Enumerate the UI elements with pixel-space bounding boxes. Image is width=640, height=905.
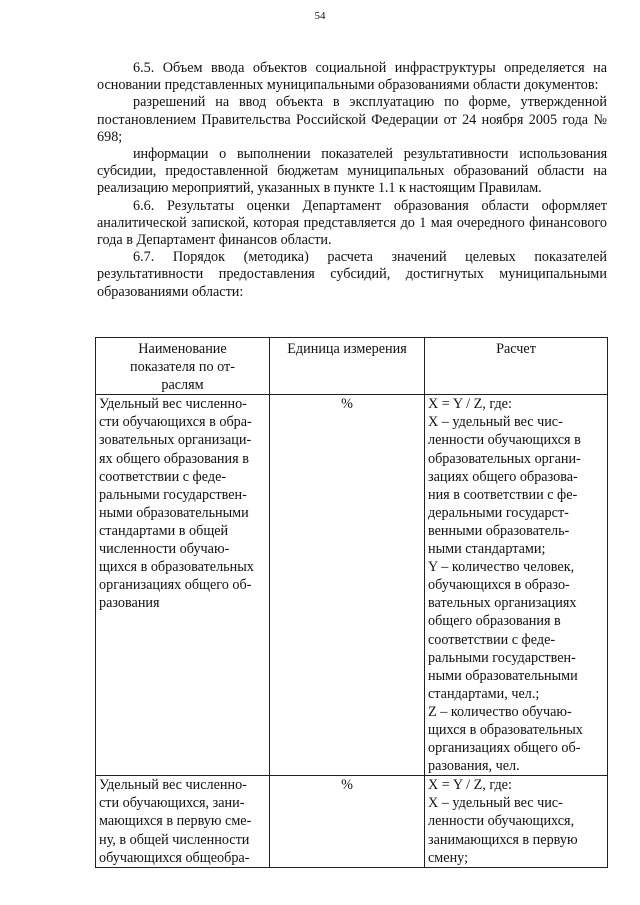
- cell-line: образовательных органи-: [428, 450, 581, 467]
- header-calculation: Расчет: [425, 338, 608, 395]
- cell-line: ными стандартами;: [428, 541, 546, 558]
- cell-line: сти обучающихся в обра-: [99, 414, 252, 431]
- cell-line: ными образовательными: [99, 504, 249, 521]
- calculation-cell: [425, 776, 608, 867]
- indicator-name-cell: [96, 395, 270, 776]
- cell-line: ленности обучающихся в: [428, 432, 581, 449]
- cell-line: щихся в образовательных: [428, 721, 583, 738]
- paragraph-6-5: 6.5. Объем ввода объектов социальной инфраструктуры определяется на основании представленных муниципальными образованиями области документов:: [97, 60, 607, 94]
- cell-line: X = Y / Z, где:: [428, 396, 512, 413]
- paragraph-6-6: 6.6. Результаты оценки Департамент образования области оформляет аналитической запиской, которая представляется до 1 мая очередного финансового года в Департамент финансов области.: [97, 197, 607, 249]
- header-name-line: Наименование: [138, 341, 227, 357]
- cell-line: деральными государст-: [428, 504, 569, 521]
- body-text: [97, 60, 607, 301]
- table-row: [96, 776, 608, 867]
- cell-line: Удельный вес численно-: [99, 396, 247, 413]
- cell-line: соответствии с феде-: [99, 468, 227, 485]
- cell-line: Удельный вес численно-: [99, 777, 247, 794]
- header-name-line: раслям: [161, 377, 204, 394]
- page-number: 54: [314, 10, 326, 22]
- cell-line: венными образователь-: [428, 522, 570, 539]
- paragraph-information: информации о выполнении показателей результативности использования субсидии, предоставленной бюджетам муниципальных образований области на реализацию мероприятий, указанных в пункте 1.1 к настоящим Правилам.: [97, 146, 607, 197]
- cell-line: X – удельный вес чис-: [428, 414, 563, 431]
- indicators-table: [95, 337, 608, 868]
- cell-line: X – удельный вес чис-: [428, 795, 563, 812]
- header-name-line: показателя по от-: [130, 359, 235, 376]
- cell-line: общего образования в: [428, 613, 561, 630]
- cell-line: стандартами в общей: [99, 522, 229, 539]
- cell-line: обучающихся общеобра-: [99, 849, 250, 866]
- cell-line: Y – количество человек,: [428, 559, 575, 576]
- cell-line: разования, чел.: [428, 758, 520, 775]
- cell-line: ленности обучающихся,: [428, 813, 575, 830]
- header-indicator-name: [96, 338, 270, 395]
- cell-line: ральными государствен-: [99, 486, 247, 503]
- cell-line: ну, в общей численности: [99, 831, 250, 848]
- table-header-row: [96, 338, 608, 395]
- cell-line: смену;: [428, 849, 469, 866]
- cell-line: обучающихся в образо-: [428, 577, 570, 594]
- paragraph-6-7: 6.7. Порядок (методика) расчета значений целевых показателей результативности предоставления субсидий, достигнутых муниципальными образованиями области:: [97, 249, 607, 300]
- cell-line: Z – количество обучаю-: [428, 703, 572, 720]
- cell-line: организациях общего об-: [428, 740, 581, 757]
- cell-line: численности обучаю-: [99, 541, 230, 558]
- calculation-cell: [425, 395, 608, 776]
- indicator-name-cell: [96, 776, 270, 867]
- cell-line: сти обучающихся, зани-: [99, 795, 245, 812]
- cell-line: зовательных организаци-: [99, 432, 252, 449]
- cell-line: ральными государствен-: [428, 649, 576, 666]
- cell-line: X = Y / Z, где:: [428, 777, 512, 794]
- cell-line: занимающихся в первую: [428, 831, 578, 848]
- cell-line: щихся в образовательных: [99, 559, 254, 576]
- cell-line: организациях общего об-: [99, 577, 252, 594]
- cell-line: ния в соответствии с фе-: [428, 486, 578, 503]
- cell-line: стандартами, чел.;: [428, 685, 540, 702]
- unit-cell: %: [270, 395, 425, 776]
- cell-line: вательных организациях: [428, 595, 577, 612]
- cell-line: мающихся в первую сме-: [99, 813, 252, 830]
- cell-line: разования: [99, 595, 160, 612]
- cell-line: соответствии с феде-: [428, 631, 556, 648]
- cell-line: ными образовательными: [428, 667, 578, 684]
- cell-line: ях общего образования в: [99, 450, 249, 467]
- cell-line: зациях общего образова-: [428, 468, 578, 485]
- unit-cell: %: [270, 776, 425, 867]
- table-row: [96, 395, 608, 776]
- header-unit: Единица измерения: [270, 338, 425, 395]
- paragraph-permits: разрешений на ввод объекта в эксплуатацию по форме, утвержденной постановлением Правительства Российской Федерации от 24 ноября 2005 года № 698;: [97, 94, 607, 145]
